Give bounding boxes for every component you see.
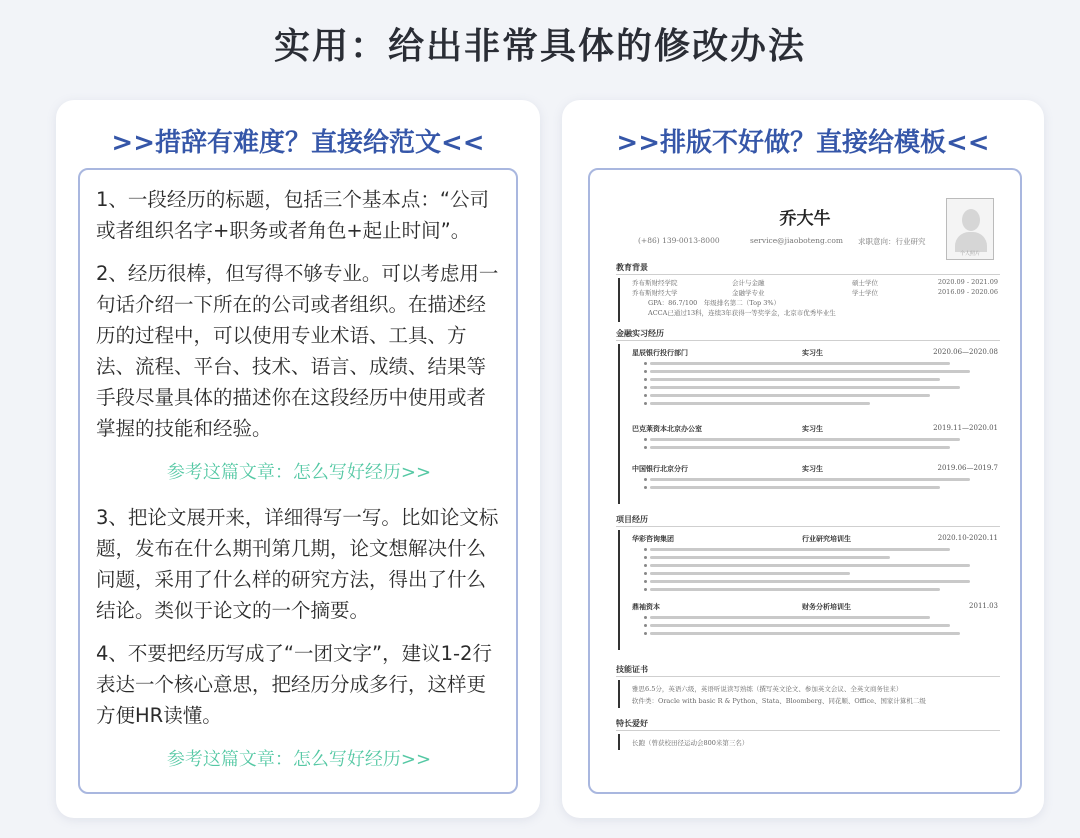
section-bar (618, 530, 620, 650)
tip-paragraph-3: 3、把论文展开来，详细得写一写。比如论文标题，发布在什么期刊第几期，论文想解决什么问题，采用了什么样的研究方法，得出了什么结论。类似于论文的一个摘要。 (96, 506, 499, 622)
reference-article-link[interactable]: 参考这篇文章：怎么写好经历>> (166, 462, 432, 483)
section-bar (618, 344, 620, 504)
section-hobbies: 特长爱好 (616, 718, 648, 728)
reference-article-link[interactable]: 参考这篇文章：怎么写好经历>> (166, 749, 432, 770)
acca-line: ACCA已通过13科，连续3年获得一等奖学金，北京市优秀毕业生 (648, 309, 836, 317)
hobby-line: 长跑（曾获校田径运动会800米第三名） (632, 739, 749, 747)
tip-paragraph-4: 4、不要把经历写成了“一团文字”，建议1-2行表达一个核心意思，把经历分成多行，这样更方便HR读懂。 (96, 642, 492, 727)
section-bar (618, 734, 620, 750)
gpa-line: GPA：86.7/100 年级排名第二（Top 3%） (648, 299, 781, 307)
job-entry: 星辰银行投行部门 实习生 2020.06—2020.08 (632, 348, 998, 357)
resume-email: service@jiaoboteng.com (750, 236, 843, 245)
job-entry: 中国银行北京分行 实习生 2019.06—2019.7 (632, 464, 998, 473)
section-education: 教育背景 (616, 262, 648, 272)
page-title: 实用：给出非常具体的修改办法 (273, 26, 806, 67)
resume-intent: 求职意向：行业研究 (858, 237, 926, 246)
resume-name: 乔大牛 (779, 209, 831, 229)
resume-template: 乔大牛 (+86) 139-0013-8000 service@jiaoboteng.com 求职意向：行业研究 个人照片 教育背景 乔布斯财经学院 会计与金融 硕士学位 2020.09 - 2021.09 乔布斯财经大学 金融学专业 学士学位 2016.09 - 2020.06 GPA：86.7/100 年级排名第二（Top 3%） ACCA已通过13科，连续3年获得一等奖学金，北京市优秀毕业生 金融实习经历 星辰银行投行部门 实习生 2020.06—2020.08 巴克莱资本北京办公室 实习生 2019.11—2020.01 中国银行北京分行 实习生 2019.06—2019.7 项目经历 华彩咨询集团 行业研究培训生 2020.10-2020.11 鼎袖资本 财务分析培训生 2011.03 技能证书 雅思6.5分，英语六级，英语听说读写熟练（撰写英文论文、参加英文会议、全英文商务往来） 软件类：Oracle with basic R & Python、Stata、Bloomberg、同花顺、Office、国家计算机二级 特长爱好 长跑（曾获校田径运动会800米第三名） (590, 170, 1020, 792)
section-divider (616, 730, 1000, 731)
writing-tips-heading: >>措辞有难度？直接给范文<< (111, 128, 485, 158)
avatar-head-icon (962, 209, 980, 231)
project-entry: 鼎袖资本 财务分析培训生 2011.03 (632, 602, 998, 611)
section-divider (616, 526, 1000, 527)
skill-line: 雅思6.5分，英语六级，英语听说读写熟练（撰写英文论文、参加英文会议、全英文商务往来） (632, 685, 903, 693)
section-bar (618, 680, 620, 708)
skill-line: 软件类：Oracle with basic R & Python、Stata、Bloomberg、同花顺、Office、国家计算机二级 (632, 697, 926, 705)
writing-tips-panel (56, 100, 540, 818)
avatar-body-icon (955, 232, 987, 252)
resume-photo (946, 198, 994, 260)
resume-phone: (+86) 139-0013-8000 (638, 236, 720, 245)
project-entry: 华彩咨询集团 行业研究培训生 2020.10-2020.11 (632, 534, 998, 543)
job-entry: 巴克莱资本北京办公室 实习生 2019.11—2020.01 (632, 424, 998, 433)
writing-tips-card (78, 168, 518, 794)
section-divider (616, 676, 1000, 677)
tip-paragraph-2: 2、经历很棒，但写得不够专业。可以考虑用一句话介绍一下所在的公司或者组织。在描述经历的过程中，可以使用专业术语、工具、方法、流程、平台、技术、语言、成绩、结果等手段尽量具体的描述你在这段经历中使用或者掌握的技能和经验。 (96, 262, 499, 440)
section-finance-intern: 金融实习经历 (616, 328, 664, 338)
section-divider (616, 340, 1000, 341)
template-heading: >>排版不好做？直接给模板<< (616, 128, 990, 158)
section-divider (616, 274, 1000, 275)
template-panel (562, 100, 1044, 818)
section-bar (618, 278, 620, 322)
section-projects: 项目经历 (616, 514, 648, 524)
photo-caption: 个人照片 (959, 251, 980, 257)
resume-template-card (588, 168, 1022, 794)
section-skills: 技能证书 (616, 664, 648, 674)
tip-paragraph-1: 1、一段经历的标题，包括三个基本点：“公司或者组织名字+职务或者角色+起止时间”。 (96, 188, 490, 242)
